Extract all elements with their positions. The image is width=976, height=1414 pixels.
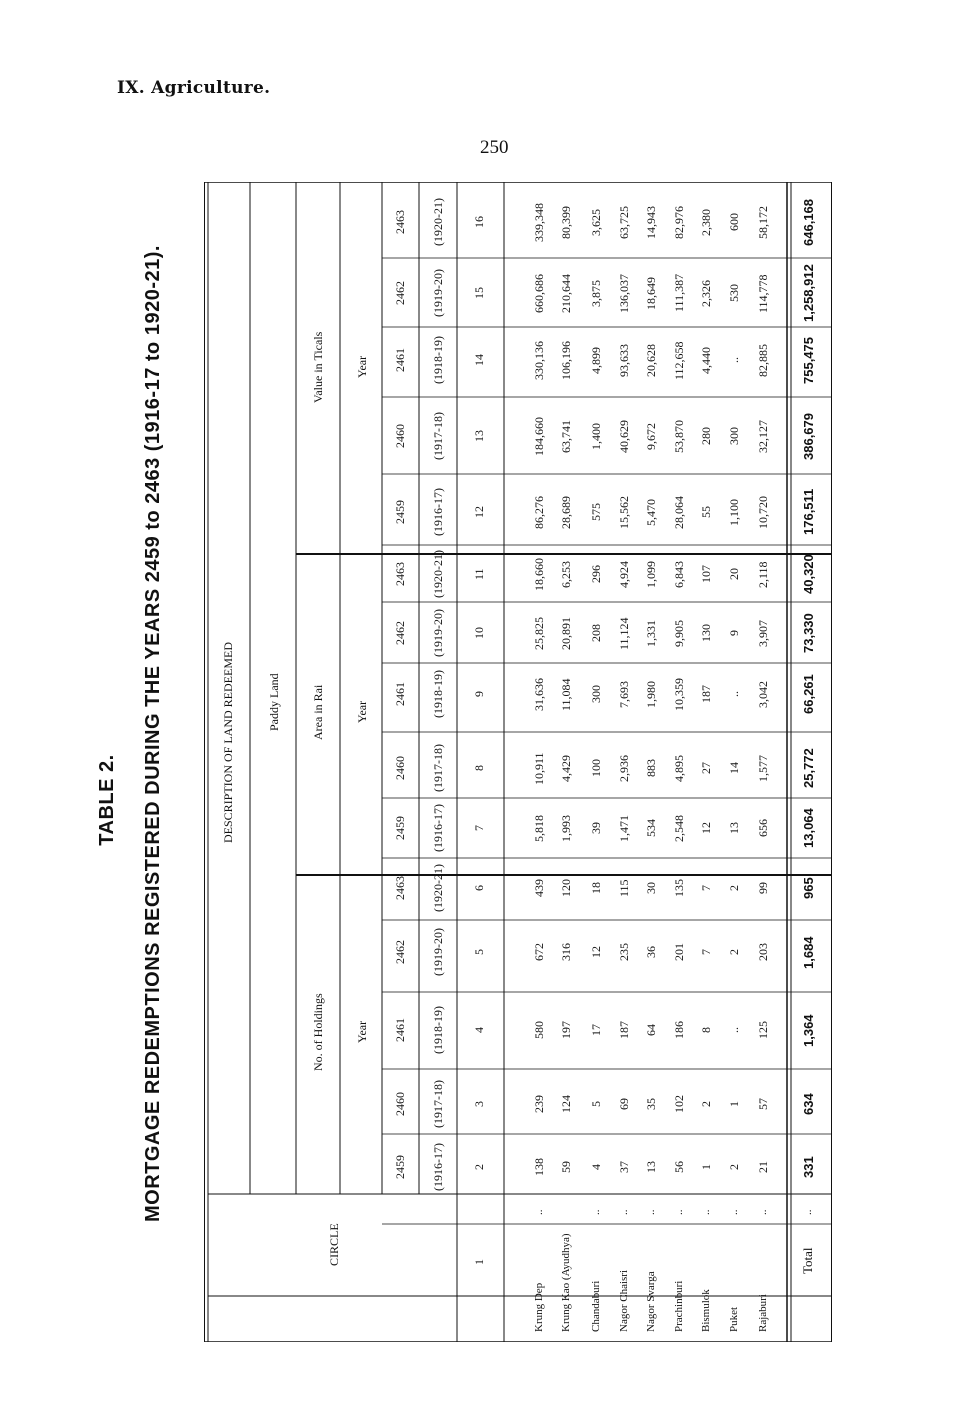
year-be-header: 2460 — [392, 424, 407, 448]
total-holdings-cell: 634 — [800, 1093, 816, 1115]
area-cell: 20,891 — [558, 616, 573, 650]
holdings-cell: 135 — [671, 879, 686, 897]
value-cell: 2,380 — [698, 208, 713, 236]
value-cell: 20,628 — [643, 343, 658, 377]
total-value-cell: 646,168 — [800, 198, 816, 246]
value-cell: 330,136 — [531, 340, 546, 380]
area-cell: 1,980 — [643, 680, 658, 708]
holdings-cell: 7 — [698, 949, 713, 955]
value-cell: 93,633 — [616, 343, 631, 377]
value-cell: 82,976 — [671, 205, 686, 239]
total-holdings-cell: 1,684 — [800, 935, 816, 969]
total-area-cell: 40,320 — [800, 554, 816, 594]
year-be-header: 2463 — [392, 876, 407, 900]
leader-dots: .. — [673, 1209, 685, 1215]
holdings-cell: 37 — [616, 1161, 631, 1173]
area-cell: 13 — [726, 822, 741, 834]
holdings-cell: 120 — [558, 879, 573, 897]
circle-name: Nagor Svarga — [645, 1271, 657, 1332]
area-cell: 11,124 — [616, 616, 631, 650]
leader-dots: .. — [700, 1209, 712, 1215]
value-cell: 300 — [726, 427, 741, 445]
column-number: 1 — [471, 1259, 486, 1265]
holdings-cell: 2 — [726, 1164, 741, 1170]
year-ce-header: (1917-18) — [430, 1080, 445, 1128]
area-cell: 18,660 — [531, 557, 546, 591]
total-area-cell: 13,064 — [800, 808, 816, 848]
area-cell: 31,636 — [531, 677, 546, 711]
holdings-cell: 201 — [671, 943, 686, 961]
year-be-header: 2460 — [392, 756, 407, 780]
holdings-cell: 2 — [726, 885, 741, 891]
column-number: 2 — [471, 1164, 486, 1170]
value-cell: 40,629 — [616, 419, 631, 453]
year-be-header: 2459 — [392, 816, 407, 840]
table-number: TABLE 2. — [96, 754, 118, 846]
column-number: 5 — [471, 949, 486, 955]
value-cell: .. — [726, 357, 741, 363]
holdings-cell: 203 — [755, 943, 770, 961]
year-ce-header: (1919-20) — [430, 269, 445, 317]
holdings-cell: 59 — [558, 1161, 573, 1173]
area-cell: 2,936 — [616, 754, 631, 782]
holdings-cell: 17 — [588, 1024, 603, 1036]
leader-dots: .. — [728, 1209, 740, 1215]
area-cell: 10,359 — [671, 677, 686, 711]
value-cell: 28,064 — [671, 495, 686, 529]
column-number: 14 — [471, 354, 486, 366]
holdings-cell: 239 — [531, 1095, 546, 1113]
holdings-cell: 99 — [755, 882, 770, 894]
year-be-header: 2462 — [392, 621, 407, 645]
area-cell: 100 — [588, 759, 603, 777]
value-cell: 184,660 — [531, 416, 546, 456]
circle-name: Krung Kao (Ayudhya) — [560, 1233, 572, 1332]
value-cell: 575 — [588, 503, 603, 521]
column-number: 3 — [471, 1101, 486, 1107]
circle-name: Chandaburi — [590, 1280, 602, 1332]
leader-dots: .. — [533, 1209, 545, 1215]
area-cell: 2,548 — [671, 814, 686, 842]
holdings-cell: 580 — [531, 1021, 546, 1039]
area-cell: 300 — [588, 685, 603, 703]
header-year-value: Year — [354, 355, 369, 378]
holdings-cell: 7 — [698, 885, 713, 891]
year-be-header: 2462 — [392, 940, 407, 964]
value-cell: 660,686 — [531, 273, 546, 313]
year-be-header: 2461 — [392, 1018, 407, 1042]
holdings-cell: 1 — [726, 1101, 741, 1107]
holdings-cell: 672 — [531, 943, 546, 961]
holdings-cell: 2 — [698, 1101, 713, 1107]
header-circle: CIRCLE — [326, 1222, 341, 1266]
circle-name: Puket — [728, 1306, 740, 1332]
header-description: DESCRIPTION OF LAND REDEEMED — [220, 641, 235, 843]
header-year-holdings: Year — [354, 1020, 369, 1043]
holdings-cell: 13 — [643, 1161, 658, 1173]
area-cell: 883 — [643, 759, 658, 777]
year-ce-header: (1920-21) — [430, 198, 445, 246]
value-cell: 600 — [726, 213, 741, 231]
column-number: 6 — [471, 885, 486, 891]
total-leader-dots: .. — [802, 1209, 814, 1215]
holdings-cell: 125 — [755, 1021, 770, 1039]
holdings-cell: 8 — [698, 1027, 713, 1033]
holdings-cell: 187 — [616, 1021, 631, 1039]
value-cell: 18,649 — [643, 276, 658, 310]
area-cell: 14 — [726, 762, 741, 774]
area-cell: 4,895 — [671, 754, 686, 782]
holdings-cell: 138 — [531, 1158, 546, 1176]
holdings-cell: 5 — [588, 1101, 603, 1107]
leader-dots: .. — [618, 1209, 630, 1215]
total-label: Total — [800, 1246, 815, 1274]
column-number: 12 — [471, 506, 486, 518]
column-number: 7 — [471, 825, 486, 831]
circle-name: Rajaburi — [757, 1294, 769, 1332]
holdings-cell: 2 — [726, 949, 741, 955]
area-cell: 25,825 — [531, 616, 546, 650]
area-cell: 1,099 — [643, 560, 658, 588]
area-cell: 1,577 — [755, 754, 770, 782]
area-cell: 6,253 — [558, 560, 573, 588]
holdings-cell: 12 — [588, 946, 603, 958]
total-holdings-cell: 331 — [800, 1156, 816, 1178]
value-cell: 28,689 — [558, 495, 573, 529]
header-no-holdings: No. of Holdings — [310, 993, 325, 1071]
value-cell: 210,644 — [558, 273, 573, 313]
holdings-cell: 57 — [755, 1098, 770, 1110]
year-ce-header: (1918-19) — [430, 336, 445, 384]
column-number: 16 — [471, 216, 486, 228]
area-cell: 1,331 — [643, 619, 658, 647]
redemptions-table — [204, 182, 832, 1342]
area-cell: 534 — [643, 819, 658, 837]
holdings-cell: 197 — [558, 1021, 573, 1039]
holdings-cell: 115 — [616, 879, 631, 897]
value-cell: 111,387 — [671, 273, 686, 312]
column-number: 10 — [471, 627, 486, 639]
year-be-header: 2459 — [392, 1155, 407, 1179]
holdings-cell: 124 — [558, 1095, 573, 1113]
holdings-cell: 69 — [616, 1098, 631, 1110]
column-number: 4 — [471, 1027, 486, 1033]
value-cell: 63,725 — [616, 205, 631, 239]
value-cell: 106,196 — [558, 340, 573, 380]
year-ce-header: (1920-21) — [430, 550, 445, 598]
area-cell: 130 — [698, 624, 713, 642]
holdings-cell: 56 — [671, 1161, 686, 1173]
area-cell: .. — [726, 691, 741, 697]
column-number: 13 — [471, 430, 486, 442]
area-cell: 1,993 — [558, 814, 573, 842]
circle-name: Bismulok — [700, 1289, 712, 1332]
area-cell: 296 — [588, 565, 603, 583]
circle-name: Nagor Chaisri — [618, 1269, 630, 1332]
value-cell: 1,400 — [588, 422, 603, 450]
value-cell: 55 — [698, 506, 713, 518]
total-holdings-cell: 965 — [800, 877, 816, 899]
holdings-cell: 1 — [698, 1164, 713, 1170]
value-cell: 339,348 — [531, 202, 546, 242]
value-cell: 3,625 — [588, 208, 603, 236]
area-cell: 9,905 — [671, 619, 686, 647]
holdings-cell: 18 — [588, 882, 603, 894]
year-be-header: 2460 — [392, 1092, 407, 1116]
area-cell: 39 — [588, 822, 603, 834]
year-be-header: 2461 — [392, 348, 407, 372]
value-cell: 1,100 — [726, 498, 741, 526]
column-number: 15 — [471, 287, 486, 299]
circle-name: Krung Dep — [533, 1282, 545, 1332]
year-ce-header: (1916-17) — [430, 804, 445, 852]
holdings-cell: 64 — [643, 1024, 658, 1036]
value-cell: 530 — [726, 284, 741, 302]
value-cell: 10,720 — [755, 495, 770, 529]
year-be-header: 2461 — [392, 682, 407, 706]
value-cell: 2,326 — [698, 279, 713, 307]
holdings-cell: .. — [726, 1027, 741, 1033]
leader-dots: .. — [757, 1209, 769, 1215]
holdings-cell: 186 — [671, 1021, 686, 1039]
total-value-cell: 1,258,912 — [800, 264, 816, 322]
year-ce-header: (1920-21) — [430, 864, 445, 912]
total-area-cell: 73,330 — [800, 613, 816, 653]
circle-name: Prachinburi — [673, 1280, 685, 1332]
year-be-header: 2462 — [392, 281, 407, 305]
area-cell: 187 — [698, 685, 713, 703]
header-year-area: Year — [354, 700, 369, 723]
value-cell: 112,658 — [671, 340, 686, 380]
holdings-cell: 102 — [671, 1095, 686, 1113]
value-cell: 15,562 — [616, 495, 631, 529]
holdings-cell: 316 — [558, 943, 573, 961]
area-cell: 4,429 — [558, 754, 573, 782]
holdings-cell: 21 — [755, 1161, 770, 1173]
value-cell: 114,778 — [755, 273, 770, 313]
value-cell: 5,470 — [643, 498, 658, 526]
area-cell: 10,911 — [531, 751, 546, 785]
area-cell: 656 — [755, 819, 770, 837]
area-cell: 208 — [588, 624, 603, 642]
total-area-cell: 66,261 — [800, 674, 816, 714]
area-cell: 20 — [726, 568, 741, 580]
year-ce-header: (1919-20) — [430, 928, 445, 976]
holdings-cell: 35 — [643, 1098, 658, 1110]
year-be-header: 2463 — [392, 562, 407, 586]
year-ce-header: (1917-18) — [430, 412, 445, 460]
area-cell: 12 — [698, 822, 713, 834]
column-number: 9 — [471, 691, 486, 697]
value-cell: 86,276 — [531, 495, 546, 529]
area-cell: 107 — [698, 565, 713, 583]
area-cell: 7,693 — [616, 680, 631, 708]
year-ce-header: (1919-20) — [430, 609, 445, 657]
area-cell: 6,843 — [671, 560, 686, 588]
area-cell: 5,818 — [531, 814, 546, 842]
leader-dots: .. — [590, 1209, 602, 1215]
year-ce-header: (1916-17) — [430, 488, 445, 536]
leader-dots: .. — [645, 1209, 657, 1215]
total-holdings-cell: 1,364 — [800, 1013, 816, 1047]
year-ce-header: (1918-19) — [430, 1006, 445, 1054]
holdings-cell: 439 — [531, 879, 546, 897]
value-cell: 3,875 — [588, 279, 603, 307]
holdings-cell: 36 — [643, 946, 658, 958]
area-cell: 3,042 — [755, 680, 770, 708]
value-cell: 63,741 — [558, 419, 573, 453]
column-number: 11 — [471, 568, 486, 580]
header-value-ticals: Value in Ticals — [310, 331, 325, 403]
area-cell: 27 — [698, 762, 713, 774]
total-area-cell: 25,772 — [800, 748, 816, 788]
value-cell: 280 — [698, 427, 713, 445]
value-cell: 9,672 — [643, 422, 658, 450]
value-cell: 80,399 — [558, 205, 573, 239]
area-cell: 1,471 — [616, 814, 631, 842]
year-be-header: 2459 — [392, 500, 407, 524]
year-ce-header: (1917-18) — [430, 744, 445, 792]
value-cell: 4,440 — [698, 346, 713, 374]
area-cell: 11,084 — [558, 677, 573, 711]
value-cell: 136,037 — [616, 273, 631, 313]
value-cell: 4,899 — [588, 346, 603, 374]
table-caption: MORTGAGE REDEMPTIONS REGISTERED DURING THE YEARS 2459 to 2463 (1916-17 to 1920-21). — [142, 245, 164, 1222]
section-header: IX. Agriculture. — [117, 78, 271, 98]
value-cell: 53,870 — [671, 419, 686, 453]
area-cell: 2,118 — [755, 560, 770, 588]
page-number: 250 — [480, 137, 509, 158]
year-be-header: 2463 — [392, 210, 407, 234]
holdings-cell: 4 — [588, 1164, 603, 1170]
value-cell: 32,127 — [755, 419, 770, 453]
total-value-cell: 176,511 — [800, 488, 816, 535]
header-paddy-land: Paddy Land — [266, 673, 281, 731]
holdings-cell: 30 — [643, 882, 658, 894]
header-area-rai: Area in Rai — [310, 684, 325, 740]
value-cell: 82,885 — [755, 343, 770, 377]
area-cell: 9 — [726, 630, 741, 636]
year-ce-header: (1918-19) — [430, 670, 445, 718]
year-ce-header: (1916-17) — [430, 1143, 445, 1191]
holdings-cell: 235 — [616, 943, 631, 961]
total-value-cell: 755,475 — [800, 336, 816, 384]
column-number: 8 — [471, 765, 486, 771]
area-cell: 3,907 — [755, 619, 770, 647]
value-cell: 58,172 — [755, 205, 770, 239]
area-cell: 4,924 — [616, 560, 631, 588]
value-cell: 14,943 — [643, 205, 658, 239]
total-value-cell: 386,679 — [800, 412, 816, 460]
